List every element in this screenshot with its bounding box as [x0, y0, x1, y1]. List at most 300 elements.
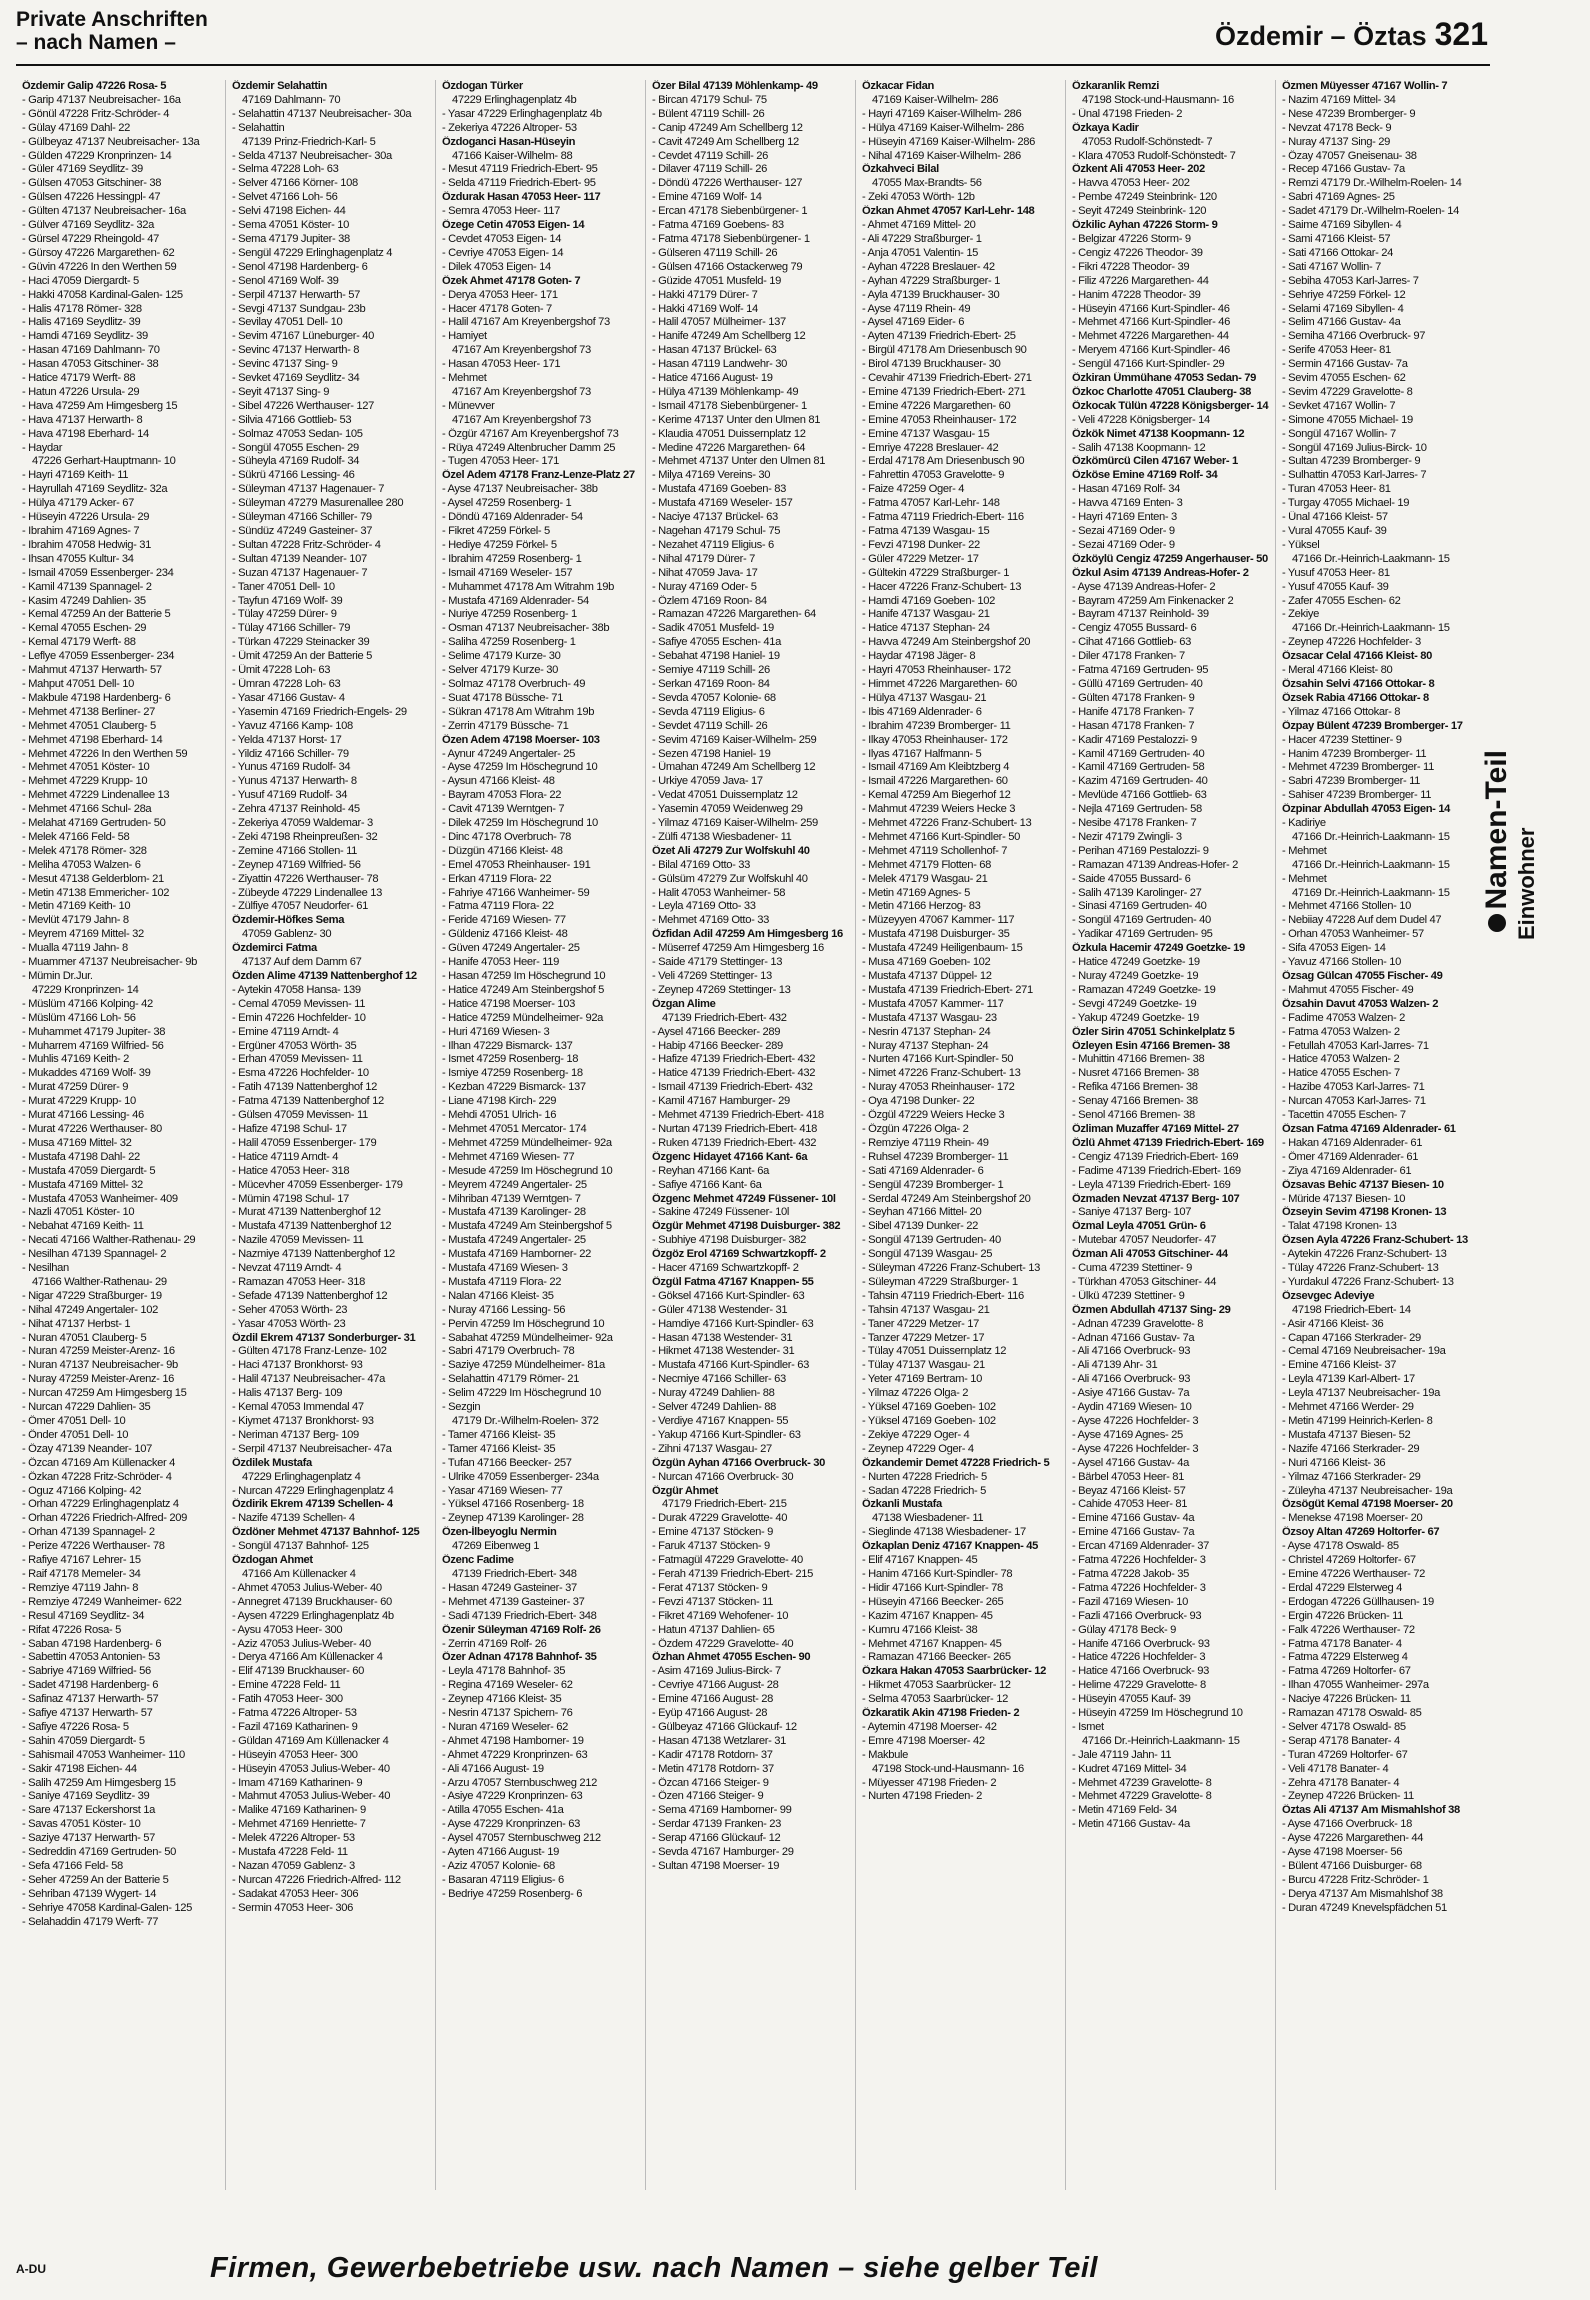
directory-entry: - Zehra 47178 Banater- 4 [1282, 1776, 1400, 1789]
directory-entry: Özfidan Adil 47259 Am Himgesberg 16 [652, 928, 843, 941]
directory-entry: - Cahide 47053 Heer- 81 [1072, 1498, 1188, 1511]
directory-entry: - Ilyas 47167 Halfmann- 5 [862, 747, 982, 760]
directory-entry: - Selvet 47166 Loh- 56 [232, 191, 338, 204]
directory-entry: - Mustafa 47139 Friedrich-Ebert- 271 [862, 983, 1033, 996]
directory-entry: - Kasim 47249 Dahlien- 35 [22, 594, 146, 607]
directory-entry: - Sahismail 47053 Wanheimer- 110 [22, 1748, 185, 1761]
directory-entry: - Safinaz 47137 Herwarth- 57 [22, 1693, 159, 1706]
directory-entry: - Makbule [862, 1748, 908, 1761]
directory-entry: - Elif 47139 Bruckhauser- 60 [232, 1665, 364, 1678]
directory-entry: - Kamil 47169 Gertruden- 58 [1072, 761, 1205, 774]
directory-entry: - Arzu 47057 Sternbuschweg 212 [442, 1776, 597, 1789]
directory-entry: - Meral 47166 Kleist- 80 [1282, 664, 1393, 677]
directory-entry: - Ulrike 47059 Essenberger- 234a [442, 1470, 599, 1483]
directory-entry: - Serpil 47137 Neubreisacher- 47a [232, 1442, 392, 1455]
directory-entry: - Sezai 47169 Oder- 9 [1072, 525, 1175, 537]
directory-entry: - Hasan 47138 Wetzlarer- 31 [652, 1734, 786, 1747]
directory-entry: - Sabri 47239 Bromberger- 11 [1282, 775, 1420, 788]
directory-entry: - Kumru 47166 Kleist- 38 [862, 1623, 978, 1636]
directory-entry: - Makbule 47198 Hardenberg- 6 [22, 691, 171, 704]
directory-entry: - Ahmet 47053 Julius-Weber- 40 [232, 1581, 382, 1594]
directory-entry: 47226 Gerhart-Hauptmann- 10 [32, 455, 176, 468]
directory-entry: - Erdal 47178 Am Driesenbusch 90 [862, 455, 1025, 468]
directory-entry: - Sadet 47179 Dr.-Wilhelm-Roelen- 14 [1282, 205, 1460, 218]
directory-entry: - Selahattin 47137 Neubreisacher- 30a [232, 107, 412, 120]
directory-entry: - Sehriye 47259 Förkel- 12 [1282, 288, 1406, 301]
directory-entry: - Sevda 47167 Hamburger- 29 [652, 1846, 794, 1859]
directory-entry: - Aysel 47166 Gustav- 4a [1072, 1456, 1190, 1469]
directory-entry: - Mustafa 47198 Duisburger- 35 [862, 928, 1010, 941]
directory-entry: - Nuran 47051 Clauberg- 5 [22, 1331, 147, 1344]
section-title-line2: – nach Namen – [16, 31, 176, 54]
directory-entry: - Mehmet 47198 Eberhard- 14 [22, 733, 163, 746]
directory-entry: - Murat 47139 Nattenberghof 12 [232, 1206, 381, 1219]
directory-entry: - Ziya 47169 Aldenrader- 61 [1282, 1164, 1412, 1177]
directory-entry: - Hatice 47198 Moerser- 103 [442, 997, 575, 1010]
directory-entry: - Ruhsel 47239 Bromberger- 11 [862, 1150, 1009, 1163]
directory-entry: - Mehmet 47137 Unter den Ulmen 81 [652, 455, 826, 468]
directory-entry: - Sevim 47169 Kaiser-Wilhelm- 259 [652, 733, 817, 746]
directory-entry: - Nuran 47169 Weseler- 62 [442, 1720, 568, 1733]
directory-entry: - Erdal 47229 Elsterweg 4 [1282, 1581, 1402, 1594]
directory-entry: - Eyüp 47166 August- 28 [652, 1707, 768, 1720]
directory-entry: - Sultan 47198 Moerser- 19 [652, 1860, 780, 1872]
directory-entry: - Sieglinde 47138 Wiesbadener- 17 [862, 1526, 1026, 1539]
directory-entry: - Songül 47169 Gertruden- 40 [1072, 914, 1211, 927]
directory-entry: - Canip 47249 Am Schellberg 12 [652, 121, 803, 134]
directory-entry: - Döndü 47226 Werthauser- 127 [652, 177, 803, 190]
directory-entry: - Nurcan 47229 Erlinghagenplatz 4 [232, 1484, 394, 1497]
directory-entry: - Fatma 47053 Walzen- 2 [1282, 1025, 1400, 1038]
directory-entry: - Remziye 47119 Jahn- 8 [22, 1581, 139, 1594]
directory-entry: - Hidir 47166 Kurt-Spindler- 78 [862, 1581, 1003, 1594]
directory-entry: - Nihal 47249 Angertaler- 102 [22, 1303, 159, 1316]
directory-entry: - Halil 47057 Mülheimer- 137 [652, 316, 786, 329]
directory-entry: - Nesibe 47178 Franken- 7 [1072, 817, 1197, 830]
directory-entry: - Capan 47166 Sterkrader- 29 [1282, 1331, 1421, 1344]
directory-entry: - Sezai 47169 Oder- 9 [1072, 538, 1175, 551]
directory-entry: - Hanife 47053 Heer- 119 [442, 956, 560, 969]
directory-entry: - Mehmet [442, 372, 487, 385]
directory-entry: - Ferah 47139 Friedrich-Ebert- 215 [652, 1567, 813, 1580]
directory-entry: - Sadakat 47053 Heer- 306 [232, 1887, 359, 1900]
directory-entry: - Sadik 47051 Musfeld- 19 [652, 622, 774, 635]
directory-entry: - Kemal 47053 Immendal 47 [232, 1401, 364, 1414]
directory-entry: - Hayri 47169 Keith- 11 [22, 469, 129, 482]
directory-entry: - Kezban 47229 Bismarck- 137 [442, 1081, 586, 1094]
directory-entry: Özkahveci Bilal [862, 163, 939, 176]
directory-entry: - Tamer 47166 Kleist- 35 [442, 1442, 556, 1455]
directory-entry: - Ergin 47226 Brücken- 11 [1282, 1609, 1404, 1622]
directory-entry: - Sabri 47169 Agnes- 25 [1282, 191, 1395, 204]
directory-entry: - Ömer 47169 Aldenrader- 61 [1282, 1150, 1419, 1163]
directory-entry: Özer Adnan 47178 Bahnhof- 35 [442, 1651, 597, 1664]
directory-entry: - Emel 47053 Rheinhauser- 191 [442, 858, 591, 871]
directory-entry: - Veli 47269 Stettinger- 13 [652, 970, 772, 982]
directory-entry: - Mahmut 47055 Fischer- 49 [1282, 983, 1414, 996]
directory-entry: Özmaden Nevzat 47137 Berg- 107 [1072, 1192, 1240, 1205]
directory-entry: - Hakki 47179 Dürer- 7 [652, 288, 758, 301]
directory-entry: - Saniye 47169 Seydlitz- 39 [22, 1790, 150, 1803]
directory-entry: - Milya 47169 Vereins- 30 [652, 469, 771, 482]
directory-entry: - Emine 47166 August- 28 [652, 1693, 773, 1706]
directory-entry: - Nazife 47166 Sterkrader- 29 [1282, 1442, 1420, 1455]
directory-entry: - Mehdi 47051 Ulrich- 16 [442, 1109, 557, 1122]
directory-entry: - Halis 47178 Römer- 328 [22, 302, 142, 315]
directory-entry: - Yildiz 47166 Schiller- 79 [232, 747, 349, 760]
directory-entry: - Ayse 47137 Neubreisacher- 38b [442, 483, 598, 496]
directory-entry: - Nazan 47059 Gablenz- 3 [232, 1860, 355, 1872]
directory-entry: - Tahsin 47119 Friedrich-Ebert- 116 [862, 1289, 1024, 1302]
directory-entry: - Hülya 47179 Acker- 67 [22, 497, 134, 510]
directory-entry: - Hasan 47137 Brückel- 63 [652, 344, 777, 357]
directory-entry: 47166 Walther-Rathenau- 29 [32, 1275, 167, 1288]
directory-entry: 47169 Dr.-Heinrich-Laakmann- 15 [1292, 886, 1450, 899]
directory-entry: - Hasan 47053 Gitschiner- 38 [22, 358, 159, 371]
directory-entry: - Nuray 47249 Goetzke- 19 [1072, 970, 1199, 982]
directory-entry: - Mustafa 47169 Wiesen- 3 [442, 1262, 568, 1275]
directory-entry: - Mustafa 47169 Mittel- 32 [22, 1178, 143, 1191]
directory-entry: - Sabriye 47169 Wilfried- 56 [22, 1665, 151, 1678]
directory-entry: - Halis 47137 Berg- 109 [232, 1387, 343, 1400]
directory-columns [16, 80, 1486, 2190]
directory-entry: - Mesut 47119 Friedrich-Ebert- 95 [442, 163, 598, 176]
directory-entry: - Diler 47178 Franken- 7 [1072, 650, 1185, 663]
directory-entry: - Leyla 47139 Karl-Albert- 17 [1282, 1373, 1415, 1386]
directory-entry: - Kazim 47167 Knappen- 45 [862, 1609, 993, 1622]
directory-entry: 47139 Friedrich-Ebert- 348 [452, 1567, 577, 1580]
directory-entry: - Selver 47166 Körner- 108 [232, 177, 358, 190]
page-footer [0, 2250, 1590, 2290]
directory-entry: - Nuray 47169 Oder- 5 [652, 580, 757, 593]
directory-entry: - Hüseyin 47053 Julius-Weber- 40 [232, 1762, 390, 1775]
directory-entry: Özdil Ekrem 47137 Sonderburger- 31 [232, 1331, 416, 1344]
directory-entry: - Ayse 47166 Overbruck- 18 [1282, 1818, 1412, 1831]
directory-entry: - Serap 47178 Banater- 4 [1282, 1734, 1400, 1747]
directory-entry: - Semra 47053 Heer- 117 [442, 205, 560, 218]
directory-entry: - Ismail 47139 Friedrich-Ebert- 432 [652, 1081, 813, 1094]
directory-entry: Özdurak Hasan 47053 Heer- 117 [442, 191, 601, 204]
directory-entry: Özsacar Celal 47166 Kleist- 80 [1282, 650, 1432, 663]
directory-entry: - Cemal 47059 Mevissen- 11 [232, 997, 366, 1010]
directory-entry: - Aysel 47166 Beecker- 289 [652, 1025, 781, 1038]
directory-entry: Özleyen Esin 47166 Bremen- 38 [1072, 1039, 1230, 1052]
directory-entry: - Hatice 47166 August- 19 [652, 372, 773, 385]
directory-entry: - Müslüm 47166 Kolping- 42 [22, 997, 153, 1010]
directory-entry: - Ünal 47166 Kleist- 57 [1282, 511, 1388, 524]
directory-entry: - Muharrem 47169 Wilfried- 56 [22, 1039, 164, 1052]
directory-entry: - Ümran 47228 Loh- 63 [232, 677, 341, 690]
directory-entry: - Aytemin 47198 Moerser- 42 [862, 1720, 997, 1733]
directory-entry: - Hanife 47137 Wasgau- 21 [862, 608, 990, 621]
directory-entry: - Sebahat 47198 Haniel- 19 [652, 650, 780, 663]
directory-entry: - Sati 47167 Wollin- 7 [1282, 260, 1382, 273]
directory-entry: - Züleyha 47137 Neubreisacher- 19a [1282, 1484, 1453, 1497]
directory-entry: - Kemal 47055 Eschen- 29 [22, 622, 147, 635]
directory-entry: - Fatma 47178 Banater- 4 [1282, 1637, 1402, 1650]
directory-entry: - Fatma 47226 Hochfelder- 3 [1072, 1581, 1206, 1594]
directory-entry: - Gürsel 47229 Rheingold- 47 [22, 232, 159, 245]
directory-entry: - Fatih 47053 Heer- 300 [232, 1693, 343, 1706]
directory-entry: - Zekeriya 47226 Altroper- 53 [442, 121, 577, 134]
directory-entry: - Fatma 47178 Siebenbürgener- 1 [652, 232, 810, 245]
directory-entry: Özkaplan Deniz 47167 Knappen- 45 [862, 1540, 1038, 1553]
directory-entry: Özdogan Türker [442, 80, 523, 92]
directory-entry: - Hayri 47169 Enten- 3 [1072, 511, 1177, 524]
directory-entry: - Huri 47169 Wiesen- 3 [442, 1025, 550, 1038]
directory-entry: - Malike 47169 Katharinen- 9 [232, 1804, 366, 1817]
directory-entry: - Aytekin 47058 Hansa- 139 [232, 983, 361, 996]
directory-entry: - Mustafa 47169 Hamborner- 22 [442, 1248, 592, 1261]
directory-entry: - Sifa 47053 Eigen- 14 [1282, 942, 1386, 955]
directory-entry: Özege Cetin 47053 Eigen- 14 [442, 219, 585, 232]
directory-entry: - Mümin 47198 Schul- 17 [232, 1192, 349, 1205]
directory-entry: - Yüksel [1282, 538, 1320, 551]
directory-entry: - Kadir 47169 Pestalozzi- 9 [1072, 733, 1197, 746]
directory-entry: - Burcu 47228 Fritz-Schröder- 1 [1282, 1873, 1429, 1886]
directory-entry: - Songül 47139 Wasgau- 25 [862, 1248, 993, 1261]
directory-entry: - Yasar 47166 Gustav- 4 [232, 691, 345, 704]
directory-entry: - Yavuz 47166 Kamp- 108 [232, 719, 353, 732]
footer-note: Firmen, Gewerbebetriebe usw. nach Namen – siehe gelber Teil [210, 2252, 1098, 2284]
directory-entry: Özsag Gülcan 47055 Fischer- 49 [1282, 970, 1443, 982]
directory-entry: - Nese 47239 Bromberger- 9 [1282, 107, 1416, 120]
directory-entry: - Hatice 47249 Am Steinbergshof 5 [442, 983, 604, 996]
directory-entry: - Derya 47053 Heer- 171 [442, 288, 558, 301]
directory-entry: Özpinar Abdullah 47053 Eigen- 14 [1282, 803, 1451, 816]
directory-entry: - Nurten 47228 Friedrich- 5 [862, 1470, 987, 1483]
directory-entry: - Sakine 47249 Füssener- 10l [652, 1206, 789, 1219]
directory-entry: - Ayse 47226 Hochfelder- 3 [1072, 1442, 1199, 1455]
directory-entry: - Faize 47259 Oger- 4 [862, 483, 965, 496]
directory-entry: - Murat 47229 Krupp- 10 [22, 1095, 136, 1108]
directory-entry: - Talat 47198 Kronen- 13 [1282, 1220, 1397, 1233]
directory-entry: - Klara 47053 Rudolf-Schönstedt- 7 [1072, 149, 1236, 162]
directory-entry: - Ümit 47259 An der Batterie 5 [232, 650, 372, 663]
directory-entry: - Fazli 47166 Overbruck- 93 [1072, 1609, 1202, 1622]
directory-entry: - Metin 47166 Gustav- 4a [1072, 1818, 1190, 1831]
directory-entry: - Hacer 47239 Stettiner- 9 [1282, 733, 1402, 746]
directory-entry: - Zeynep 47226 Hochfelder- 3 [1282, 636, 1421, 649]
directory-entry: Özkul Asim 47139 Andreas-Hofer- 2 [1072, 566, 1249, 579]
directory-entry: Özsahin Davut 47053 Walzen- 2 [1282, 997, 1439, 1010]
directory-entry: - Sevim 47167 Lüneburger- 40 [232, 330, 374, 343]
directory-entry: - Selahaddin 47179 Werft- 77 [22, 1915, 159, 1928]
directory-entry: - Solmaz 47178 Overbruch- 49 [442, 677, 586, 690]
directory-entry: - Sevinc 47137 Herwarth- 8 [232, 344, 360, 357]
directory-entry: - Mutebar 47057 Neudorfer- 47 [1072, 1234, 1217, 1247]
directory-entry: - Saime 47169 Sibyllen- 4 [1282, 219, 1402, 232]
directory-entry: - Simone 47055 Michael- 19 [1282, 413, 1413, 426]
directory-entry: - Özcan 47169 Am Küllenacker 4 [22, 1456, 176, 1469]
directory-entry: 47229 Kronprinzen- 14 [32, 983, 139, 996]
directory-entry: - Saide 47055 Bussard- 6 [1072, 872, 1191, 885]
directory-entry: - Medine 47226 Margarethen- 64 [652, 441, 806, 454]
directory-entry: - Yadikar 47169 Gertruden- 95 [1072, 928, 1213, 941]
directory-entry: - Gülay 47178 Beck- 9 [1072, 1623, 1176, 1636]
directory-entry: - Senay 47166 Bremen- 38 [1072, 1095, 1198, 1108]
directory-entry: - Hava 47137 Herwarth- 8 [22, 413, 143, 426]
directory-entry: - Leyla 47137 Neubreisacher- 19a [1282, 1387, 1440, 1400]
directory-entry: - Ismail 47169 Am Kleibtzberg 4 [862, 761, 1010, 774]
directory-entry: - Metin 47169 Keith- 10 [22, 900, 131, 913]
directory-entry: - Aydin 47169 Wiesen- 10 [1072, 1401, 1192, 1414]
directory-entry: - Fatma 47119 Friedrich-Ebert- 116 [862, 511, 1024, 524]
directory-entry: - Mahput 47051 Dell- 10 [22, 677, 134, 690]
directory-entry: - Salih 47138 Koopmann- 12 [1072, 441, 1206, 454]
directory-entry: - Özay 47139 Neander- 107 [22, 1442, 152, 1455]
page-header [0, 0, 1590, 72]
directory-entry: - Gülsen 47059 Mevissen- 11 [232, 1109, 368, 1122]
directory-entry: - Mehmet 47169 Otto- 33 [652, 914, 769, 927]
directory-entry: - Sati 47169 Aldenrader- 6 [862, 1164, 984, 1177]
directory-entry: - Ayse 47198 Moerser- 56 [1282, 1846, 1403, 1859]
directory-entry: Özdemir Galip 47226 Rosa- 5 [22, 80, 167, 92]
directory-entry: Özet Ali 47279 Zur Wolfskuhl 40 [652, 844, 810, 857]
directory-entry: - Turgay 47055 Michael- 19 [1282, 497, 1410, 510]
directory-entry: - Serpil 47137 Herwarth- 57 [232, 288, 360, 301]
directory-entry: - Raif 47178 Memeler- 34 [22, 1567, 141, 1580]
directory-entry: - Mustafa 47139 Nattenberghof 12 [232, 1220, 392, 1233]
directory-entry: - Safiye 47055 Eschen- 41a [652, 636, 781, 649]
directory-entry: - Hacer 47178 Goten- 7 [442, 302, 552, 315]
directory-entry: - Mustafa 47249 Am Steinbergshof 5 [442, 1220, 612, 1233]
directory-entry: - Pembe 47249 Steinbrink- 120 [1072, 191, 1217, 204]
directory-entry: - Leyla 47178 Bahnhof- 35 [442, 1665, 566, 1678]
directory-entry: - Süleyman 47229 Straßburger- 1 [862, 1275, 1018, 1288]
directory-entry: 47059 Gablenz- 30 [242, 928, 332, 941]
directory-entry: - Songül 47169 Julius-Birck- 10 [1282, 441, 1427, 454]
directory-entry: - Bedriye 47259 Rosenberg- 6 [442, 1887, 583, 1900]
directory-entry: - Özlem 47169 Roon- 84 [652, 594, 767, 607]
directory-entry: - Hasan 47249 Gasteiner- 37 [442, 1581, 577, 1594]
directory-entry: - Nuray 47137 Stephan- 24 [862, 1039, 989, 1052]
directory-entry: - Tufan 47166 Beecker- 257 [442, 1456, 572, 1469]
directory-entry: - Selver 47178 Oswald- 85 [1282, 1720, 1406, 1733]
directory-entry: - Halil 47059 Essenberger- 179 [232, 1136, 377, 1149]
directory-entry: - Mustafa 47169 Aldenrader- 54 [442, 594, 589, 607]
directory-entry: - Hazibe 47053 Karl-Jarres- 71 [1282, 1081, 1425, 1094]
directory-entry: - Fikret 47259 Förkel- 5 [442, 525, 550, 537]
directory-entry: Özsögüt Kemal 47198 Moerser- 20 [1282, 1498, 1453, 1511]
directory-entry: - Adnan 47239 Gravelotte- 8 [1072, 1317, 1204, 1330]
directory-entry: - Ali 47166 Overbruck- 93 [1072, 1373, 1191, 1386]
directory-entry: - Özay 47057 Gneisenau- 38 [1282, 149, 1417, 162]
directory-entry: - Mehmet [1282, 872, 1327, 885]
directory-entry: - Sermin 47166 Gustav- 7a [1282, 358, 1408, 371]
directory-entry: - Cevdet 47053 Eigen- 14 [442, 232, 562, 245]
directory-entry: - Kamil 47139 Spannagel- 2 [22, 580, 152, 593]
directory-entry: Özdemirci Fatma [232, 942, 317, 955]
directory-entry: - Cevahir 47139 Friedrich-Ebert- 271 [862, 372, 1032, 385]
directory-entry: - Sedreddin 47169 Gertruden- 50 [22, 1846, 176, 1859]
directory-entry: - Leflye 47059 Essenberger- 234 [22, 650, 175, 663]
directory-entry: - Ali 47139 Ahr- 31 [1072, 1359, 1158, 1372]
directory-column [1276, 80, 1486, 2190]
directory-entry: - Halis 47169 Seydlitz- 39 [22, 316, 141, 329]
directory-entry: - Ayhan 47229 Straßburger- 1 [862, 274, 1001, 287]
directory-entry: Özer Bilal 47139 Möhlenkamp- 49 [652, 80, 818, 92]
directory-entry: 47139 Prinz-Friedrich-Karl- 5 [242, 135, 376, 148]
directory-entry: - Kamil 47167 Hamburger- 29 [652, 1095, 790, 1108]
directory-entry: - Emine 47119 Arndt- 4 [232, 1025, 339, 1038]
directory-entry: Özden Alime 47139 Nattenberghof 12 [232, 970, 417, 982]
directory-entry: - Fetullah 47053 Karl-Jarres- 71 [1282, 1039, 1429, 1052]
directory-entry: - Gülten 47178 Franz-Lenze- 102 [232, 1345, 387, 1358]
directory-entry: - Sevinc 47137 Sing- 9 [232, 358, 338, 371]
directory-entry: - Fatma 47269 Holtorfer- 67 [1282, 1665, 1411, 1678]
directory-entry: - Fadime 47053 Walzen- 2 [1282, 1011, 1406, 1024]
directory-entry: - Selime 47179 Kurze- 30 [442, 650, 561, 663]
directory-entry: - Güler 47169 Seydlitz- 39 [22, 163, 143, 176]
directory-entry: - Yasar 47053 Wörth- 23 [232, 1317, 346, 1330]
directory-entry: - Tugen 47053 Heer- 171 [442, 455, 559, 468]
directory-entry: - Yilmaz 47166 Ottokar- 8 [1282, 705, 1401, 718]
directory-entry: - Turan 47269 Holtorfer- 67 [1282, 1748, 1408, 1761]
directory-column [646, 80, 856, 2190]
directory-entry: - Filiz 47226 Margarethen- 44 [1072, 274, 1209, 287]
directory-entry: - Fatma 47169 Goebens- 83 [652, 219, 784, 232]
directory-entry: - Sultan 47228 Fritz-Schröder- 4 [232, 538, 381, 551]
directory-entry: - Mustafa 47249 Heiligenbaum- 15 [862, 942, 1023, 955]
directory-entry: - Bayram 47053 Flora- 22 [442, 789, 562, 802]
directory-entry: - Suzan 47137 Hagenauer- 7 [232, 566, 368, 579]
directory-entry: - Müserref 47259 Am Himgesberg 16 [652, 942, 824, 955]
directory-entry: - Mustafa 47228 Feld- 11 [232, 1846, 348, 1859]
directory-entry: - Bayram 47137 Reinhold- 39 [1072, 608, 1209, 621]
directory-entry: - Bayram 47259 Am Finkenacker 2 [1072, 594, 1234, 607]
directory-entry: - Mehmet 47229 Krupp- 10 [22, 775, 148, 788]
directory-entry: - Saliha 47259 Rosenberg- 1 [442, 636, 576, 649]
directory-entry: - Nebiiay 47228 Auf dem Dudel 47 [1282, 914, 1442, 927]
directory-entry: - Ahmet 47198 Hamborner- 19 [442, 1734, 584, 1747]
directory-entry: - Hanife 47249 Am Schellberg 12 [652, 330, 806, 343]
directory-entry: - Hanim 47228 Theodor- 39 [1072, 288, 1201, 301]
directory-entry: - Mustafa 47059 Diergardt- 5 [22, 1164, 156, 1177]
directory-entry: - Hafize 47139 Friedrich-Ebert- 432 [652, 1053, 816, 1066]
directory-entry: 47055 Max-Brandts- 56 [872, 177, 982, 190]
directory-entry: - Nesrin 47137 Spichern- 76 [442, 1707, 573, 1720]
directory-entry: - Mehmet 47119 Schollenhof- 7 [862, 844, 1008, 857]
directory-entry: - Rüya 47249 Altenbrucher Damm 25 [442, 441, 616, 454]
directory-entry: - Seher 47259 An der Batterie 5 [22, 1873, 169, 1886]
directory-entry: - Ilkay 47053 Rheinhauser- 172 [862, 733, 1008, 746]
directory-entry: - Mehmet 47139 Friedrich-Ebert- 418 [652, 1109, 824, 1122]
directory-entry: - Sevket 47169 Seydlitz- 34 [232, 372, 360, 385]
directory-entry: - Saziye 47259 Mündelheimer- 81a [442, 1359, 605, 1372]
directory-entry: - Perize 47226 Werthauser- 78 [22, 1540, 165, 1553]
directory-entry: 47166 Kaiser-Wilhelm- 88 [452, 149, 573, 162]
directory-entry: - Ahmet 47229 Kronprinzen- 63 [442, 1748, 588, 1761]
directory-entry: - Cengiz 47226 Theodor- 39 [1072, 246, 1203, 259]
directory-entry: - Ramazan 47178 Oswald- 85 [1282, 1707, 1422, 1720]
directory-entry: Özkaya Kadir [1072, 121, 1139, 134]
directory-entry: - Hatice 47166 Overbruck- 93 [1072, 1665, 1209, 1678]
directory-entry: - Aytekin 47226 Franz-Schubert- 13 [1282, 1248, 1447, 1261]
directory-entry: - Erdogan 47226 Güllhausen- 19 [1282, 1595, 1434, 1608]
directory-entry: - Sevim 47229 Gravelotte- 8 [1282, 385, 1413, 398]
directory-entry: - Sadi 47139 Friedrich-Ebert- 348 [442, 1609, 597, 1622]
directory-entry: - Melahat 47169 Gertruden- 50 [22, 817, 166, 830]
directory-entry: - Kadir 47178 Rotdorn- 37 [652, 1748, 773, 1761]
directory-entry: - Zerrin 47179 Büssche- 71 [442, 719, 569, 732]
directory-entry: - Ayla 47139 Bruckhauser- 30 [862, 288, 1000, 301]
section-title [16, 8, 208, 54]
directory-entry: - Orhan 47226 Friedrich-Alfred- 209 [22, 1512, 187, 1525]
directory-entry: - Meyrem 47249 Angertaler- 25 [442, 1178, 587, 1191]
directory-entry: - Kerime 47137 Unter den Ulmen 81 [652, 413, 821, 426]
directory-column [16, 80, 226, 2190]
